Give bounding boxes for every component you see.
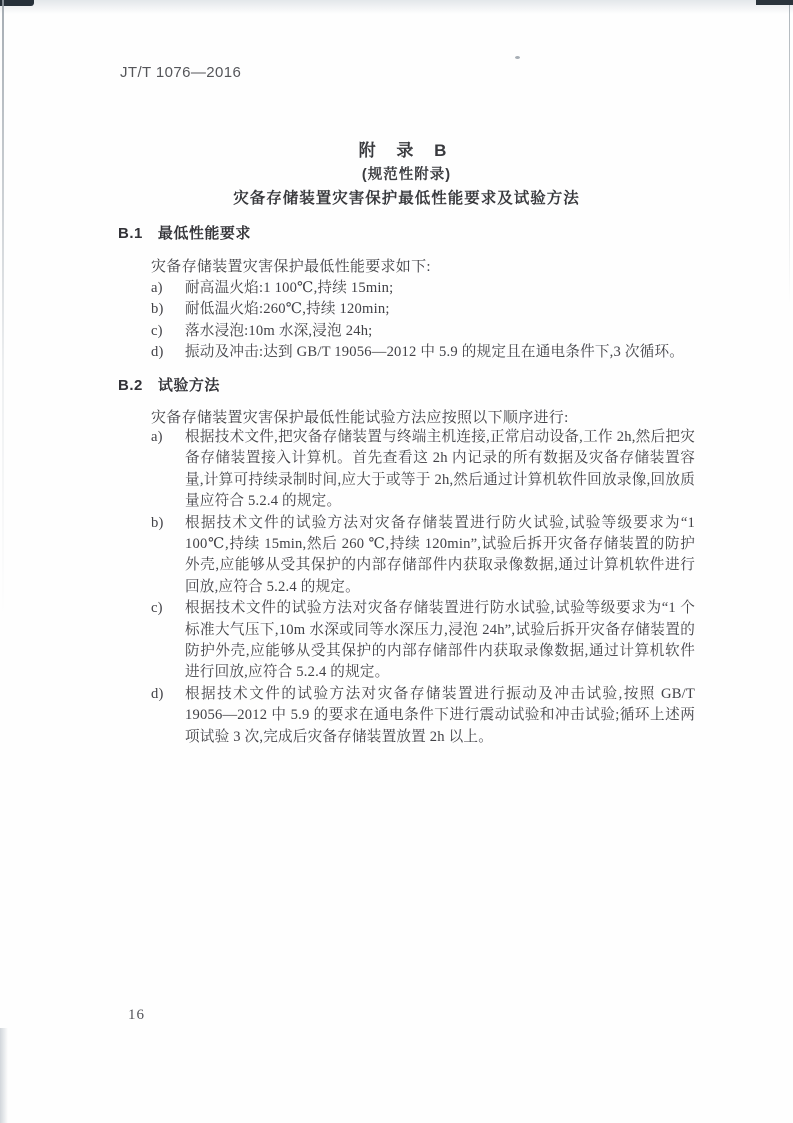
item-label: c) [151,600,163,617]
section-b2-intro: 灾备存储装置灾害保护最低性能试验方法应按照以下顺序进行: [151,410,569,426]
section-b2-heading [118,374,220,395]
item-text: 根据技术文件的试验方法对灾备存储装置进行防火试验,试验等级要求为“1 100℃,持续 15min,然后 260 ℃,持续 120min”,试验后拆开灾备存储装置的防护外壳,应能够从受其保护的内部存储部件内获取录像数据,通过计算机软件进行回放,应符合 5.2.4 的规定。 [185,514,695,595]
item-label: d) [151,685,164,702]
item-text: 根据技术文件的试验方法对灾备存储装置进行防水试验,试验等级要求为“1 个标准大气压下,10m 水深或同等水深压力,浸泡 24h”,试验后拆开灾备存储装置的防护外壳,应能够从受其保护的内部存储部件内获取录像数据,通过计算机软件进行回放,应符合 5.2.4 的规定。 [185,600,695,681]
section-b2-list [118,427,695,748]
scan-edge-right [789,5,791,305]
section-b1-intro: 灾备存储装置灾害保护最低性能要求如下: [151,259,431,275]
section-b1-list [118,278,695,364]
list-item [118,598,695,684]
appendix-title: 附 录 B [358,141,455,160]
list-item [118,427,695,513]
section-b2-title: 试验方法 [157,377,220,394]
list-item [118,342,695,363]
item-label: c) [151,322,163,339]
item-text: 根据技术文件,把灾备存储装置与终端主机连接,正常启动设备,工作 2h,然后把灾备存储装置接入计算机。首先查看这 2h 内记录的所有数据及灾备存储装置容量,计算可持续录制时间,应大于或等于 2h,然后通过计算机软件回放录像,回放质量应符合 5.2.4 的规定。 [185,429,695,510]
section-b1-number: B.1 [118,225,143,242]
item-text: 耐低温火焰:260℃,持续 120min; [185,301,390,318]
list-item [118,513,695,599]
scan-edge-bottom-left [0,1028,8,1123]
scan-corner-top-right [756,0,793,5]
item-text: 根据技术文件的试验方法对灾备存储装置进行振动及冲击试验,按照 GB/T 19056—2012 中 5.9 的要求在通电条件下进行震动试验和冲击试验;循环上述两项试验 3 次,完成后灾备存储装置放置 2h 以上。 [185,685,695,745]
item-text: 耐高温火焰:1 100℃,持续 15min; [185,280,394,296]
scan-edge-left [2,0,4,620]
scan-speck [515,56,520,59]
scan-corner-top-left [0,0,34,6]
appendix-heading: 灾备存储装置灾害保护最低性能要求及试验方法 [233,190,580,207]
list-item [118,321,695,342]
section-b1-heading [118,222,251,243]
item-label: a) [151,280,163,296]
item-text: 落水浸泡:10m 水深,浸泡 24h; [185,322,373,339]
list-item [118,278,695,299]
appendix-subtitle: (规范性附录) [361,167,452,183]
item-text: 振动及冲击:达到 GB/T 19056—2012 中 5.9 的规定且在通电条件下,3 次循环。 [185,344,685,361]
list-item [118,684,695,748]
section-b2-number: B.2 [118,377,143,394]
item-label: a) [151,429,163,445]
standard-number: JT/T 1076—2016 [120,64,242,81]
item-label: d) [151,344,164,361]
section-b1-title: 最低性能要求 [157,225,251,242]
scan-edge-top [0,0,793,14]
item-label: b) [151,301,164,318]
list-item [118,299,695,320]
item-label: b) [151,514,164,531]
page-number: 16 [128,1007,145,1023]
